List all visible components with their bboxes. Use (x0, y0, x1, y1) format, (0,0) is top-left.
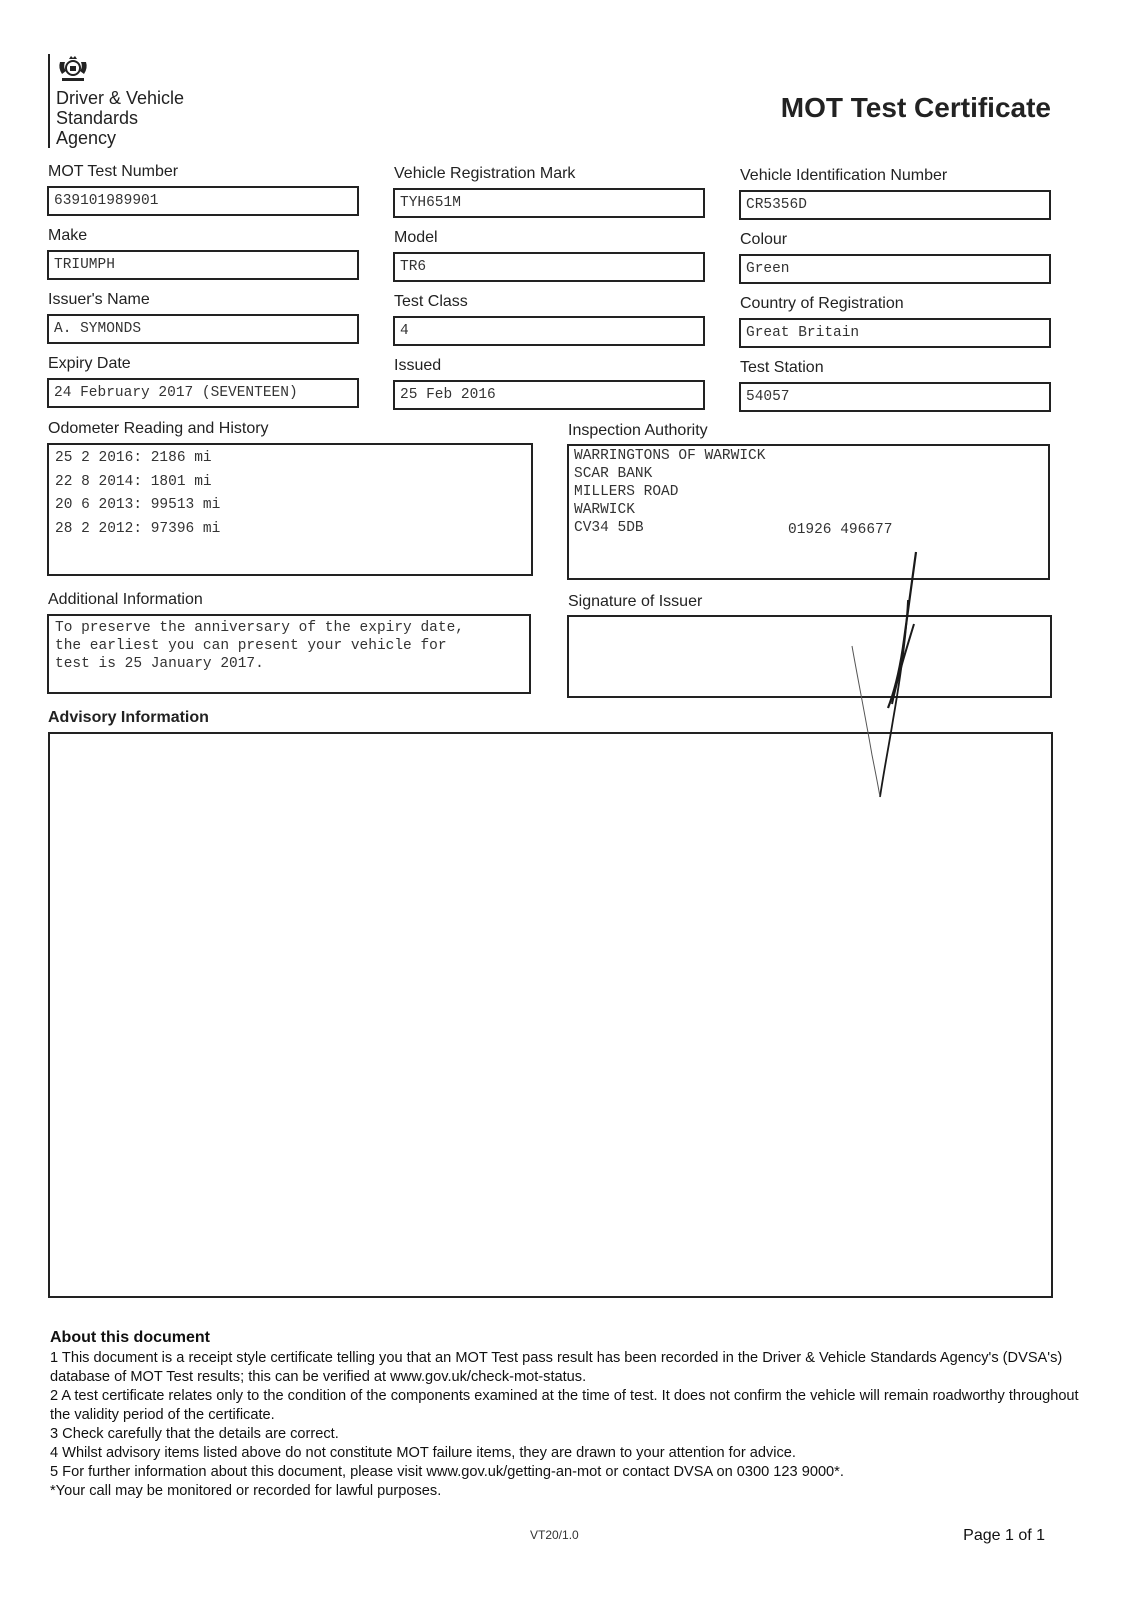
advisory-label: Advisory Information (48, 709, 209, 726)
odometer-entry: 25 2 2016: 2186 mi (55, 450, 212, 466)
additional-info-box (47, 614, 531, 694)
royal-crest-icon (56, 54, 90, 84)
inspection-authority-box (567, 444, 1050, 580)
vrm-field: TYH651M (393, 188, 705, 218)
model-label: Model (394, 229, 438, 246)
issued-field: 25 Feb 2016 (393, 380, 705, 410)
page-number: Page 1 of 1 (963, 1527, 1045, 1544)
expiry-date-label: Expiry Date (48, 355, 131, 372)
vin-label: Vehicle Identification Number (740, 167, 948, 184)
mot-test-number-field: 639101989901 (47, 186, 359, 216)
advisory-box (48, 732, 1053, 1298)
signature-label: Signature of Issuer (568, 593, 703, 610)
issuer-name-label: Issuer's Name (48, 291, 150, 308)
additional-info-line: the earliest you can present your vehicle for (55, 638, 447, 654)
test-class-field: 4 (393, 316, 705, 346)
make-field: TRIUMPH (47, 250, 359, 280)
test-station-field: 54057 (739, 382, 1051, 412)
odometer-entry: 22 8 2014: 1801 mi (55, 473, 212, 490)
odometer-entry: 28 2 2012: 97396 mi (55, 520, 221, 537)
about-item: 5 For further information about this document, please visit www.gov.uk/getting-an-mot or contact DVSA on 0300 123 9000*. (50, 1464, 844, 1480)
form-code: VT20/1.0 (530, 1528, 579, 1542)
vin-field: CR5356D (739, 190, 1051, 220)
test-class-label: Test Class (394, 293, 468, 310)
mot-test-number-label: MOT Test Number (48, 163, 179, 180)
about-item: 1 This document is a receipt style certificate telling you that an MOT Test pass result has been recorded in the Driver & Vehicle Standards Agency's (DVSA's) database of MOT Test results; this can be verified at www.gov.uk/check-mot-status. (50, 1350, 1063, 1385)
issuer-name-field: A. SYMONDS (47, 314, 359, 344)
additional-info-label: Additional Information (48, 591, 203, 608)
authority-line: CV34 5DB (574, 520, 644, 536)
make-label: Make (48, 227, 88, 244)
vrm-label: Vehicle Registration Mark (394, 165, 576, 182)
odometer-entry: 20 6 2013: 99513 mi (55, 497, 221, 513)
test-station-label: Test Station (740, 359, 824, 376)
odometer-history-box (47, 443, 533, 576)
about-title: About this document (50, 1329, 210, 1346)
signature-box (567, 615, 1052, 698)
additional-info-line: To preserve the anniversary of the expiry date, (55, 620, 464, 636)
authority-phone: 01926 496677 (788, 522, 893, 538)
about-item: 3 Check carefully that the details are correct. (50, 1426, 339, 1442)
authority-line: MILLERS ROAD (574, 484, 679, 500)
about-item: 2 A test certificate relates only to the condition of the components examined at the time of test. It does not confirm the vehicle will remain roadworthy throughout the validity period of the certificate. (50, 1388, 1079, 1423)
country-label: Country of Registration (740, 295, 904, 312)
odometer-label: Odometer Reading and History (48, 420, 269, 437)
authority-line: WARRINGTONS OF WARWICK (574, 448, 766, 464)
expiry-date-field: 24 February 2017 (SEVENTEEN) (47, 378, 359, 408)
additional-info-line: test is 25 January 2017. (55, 656, 264, 672)
model-field: TR6 (393, 252, 705, 282)
issued-label: Issued (394, 357, 442, 374)
authority-line: SCAR BANK (574, 466, 653, 482)
about-footnote: *Your call may be monitored or recorded for lawful purposes. (50, 1483, 442, 1499)
inspection-authority-label: Inspection Authority (568, 422, 708, 439)
document-title: MOT Test Certificate (780, 92, 1051, 123)
colour-label: Colour (740, 231, 788, 248)
agency-name: Driver & Vehicle Standards Agency (56, 88, 185, 148)
about-item: 4 Whilst advisory items listed above do not constitute MOT failure items, they are drawn to your attention for advice. (50, 1445, 796, 1461)
country-field: Great Britain (739, 318, 1051, 348)
colour-field: Green (739, 254, 1051, 284)
authority-line: WARWICK (574, 502, 635, 518)
agency-logo (48, 54, 184, 148)
about-section (50, 1328, 1080, 1501)
